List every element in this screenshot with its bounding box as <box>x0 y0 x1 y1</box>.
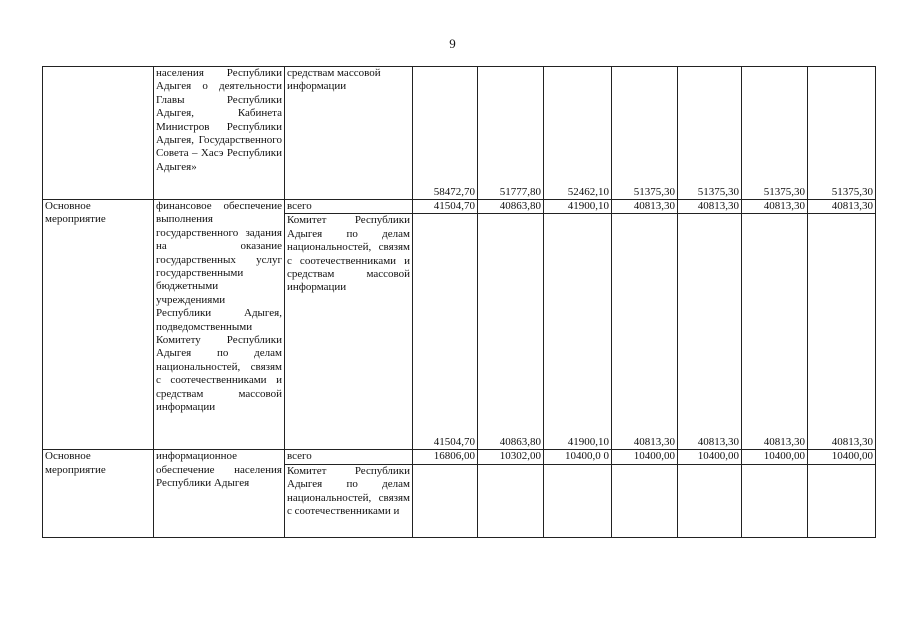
page-number: 9 <box>449 36 456 51</box>
total-value-cell: 10400,00 <box>612 450 678 464</box>
responsible-cell: средствам массовой информации <box>285 67 413 200</box>
activity-type-cell: Основное мероприятие <box>43 200 154 450</box>
activity-type-cell <box>43 67 154 200</box>
value-cell <box>678 464 742 537</box>
activity-type-cell: Основное мероприятие <box>43 450 154 537</box>
total-value-cell: 41900,10 <box>544 200 612 214</box>
value-cell: 40813,30 <box>742 214 808 450</box>
total-label-cell: всего <box>285 450 413 464</box>
total-value-cell: 40813,30 <box>612 200 678 214</box>
activity-description-cell: финансовое обеспечение выполнения государственного задания на оказание государственных услуг государственными бюджетными учреждениями Республики Адыгея, подведомственными Комитету Республики Адыгея по делам национальностей, связям с соотечественниками и средствам массовой информации <box>154 200 285 450</box>
total-value-cell: 16806,00 <box>413 450 478 464</box>
total-value-cell: 40863,80 <box>478 200 544 214</box>
total-value-cell: 40813,30 <box>678 200 742 214</box>
total-value-cell: 10400,00 <box>678 450 742 464</box>
responsible-cell: Комитет Республики Адыгея по делам национальностей, связям с соотечественниками и <box>285 464 413 537</box>
total-value-cell: 10302,00 <box>478 450 544 464</box>
value-cell: 52462,10 <box>544 67 612 200</box>
responsible-cell: Комитет Республики Адыгея по делам национальностей, связям с соотечественниками и средствам массовой информации <box>285 214 413 450</box>
value-cell <box>742 464 808 537</box>
value-cell: 41900,10 <box>544 214 612 450</box>
value-cell <box>808 464 876 537</box>
value-cell: 51375,30 <box>742 67 808 200</box>
budget-table <box>42 66 876 538</box>
total-value-cell: 40813,30 <box>808 200 876 214</box>
table-row <box>43 200 876 214</box>
total-value-cell: 41504,70 <box>413 200 478 214</box>
activity-description-cell: информационное обеспечение населения Республики Адыгея <box>154 450 285 537</box>
total-value-cell: 40813,30 <box>742 200 808 214</box>
table-row <box>43 67 876 200</box>
value-cell <box>612 464 678 537</box>
value-cell: 41504,70 <box>413 214 478 450</box>
value-cell: 40813,30 <box>612 214 678 450</box>
value-cell <box>413 464 478 537</box>
table-row <box>43 450 876 464</box>
value-cell: 40863,80 <box>478 214 544 450</box>
total-label-cell: всего <box>285 200 413 214</box>
value-cell: 51375,30 <box>612 67 678 200</box>
value-cell: 51375,30 <box>808 67 876 200</box>
value-cell: 51777,80 <box>478 67 544 200</box>
value-cell <box>478 464 544 537</box>
total-value-cell: 10400,0 0 <box>544 450 612 464</box>
value-cell: 40813,30 <box>678 214 742 450</box>
activity-description-cell: населения Республики Адыгея о деятельности Главы Республики Адыгея, Кабинета Министров Республики Адыгея, Государственного Совета – Хасэ Республики Адыгея» <box>154 67 285 200</box>
value-cell <box>544 464 612 537</box>
value-cell: 58472,70 <box>413 67 478 200</box>
value-cell: 40813,30 <box>808 214 876 450</box>
total-value-cell: 10400,00 <box>808 450 876 464</box>
total-value-cell: 10400,00 <box>742 450 808 464</box>
value-cell: 51375,30 <box>678 67 742 200</box>
